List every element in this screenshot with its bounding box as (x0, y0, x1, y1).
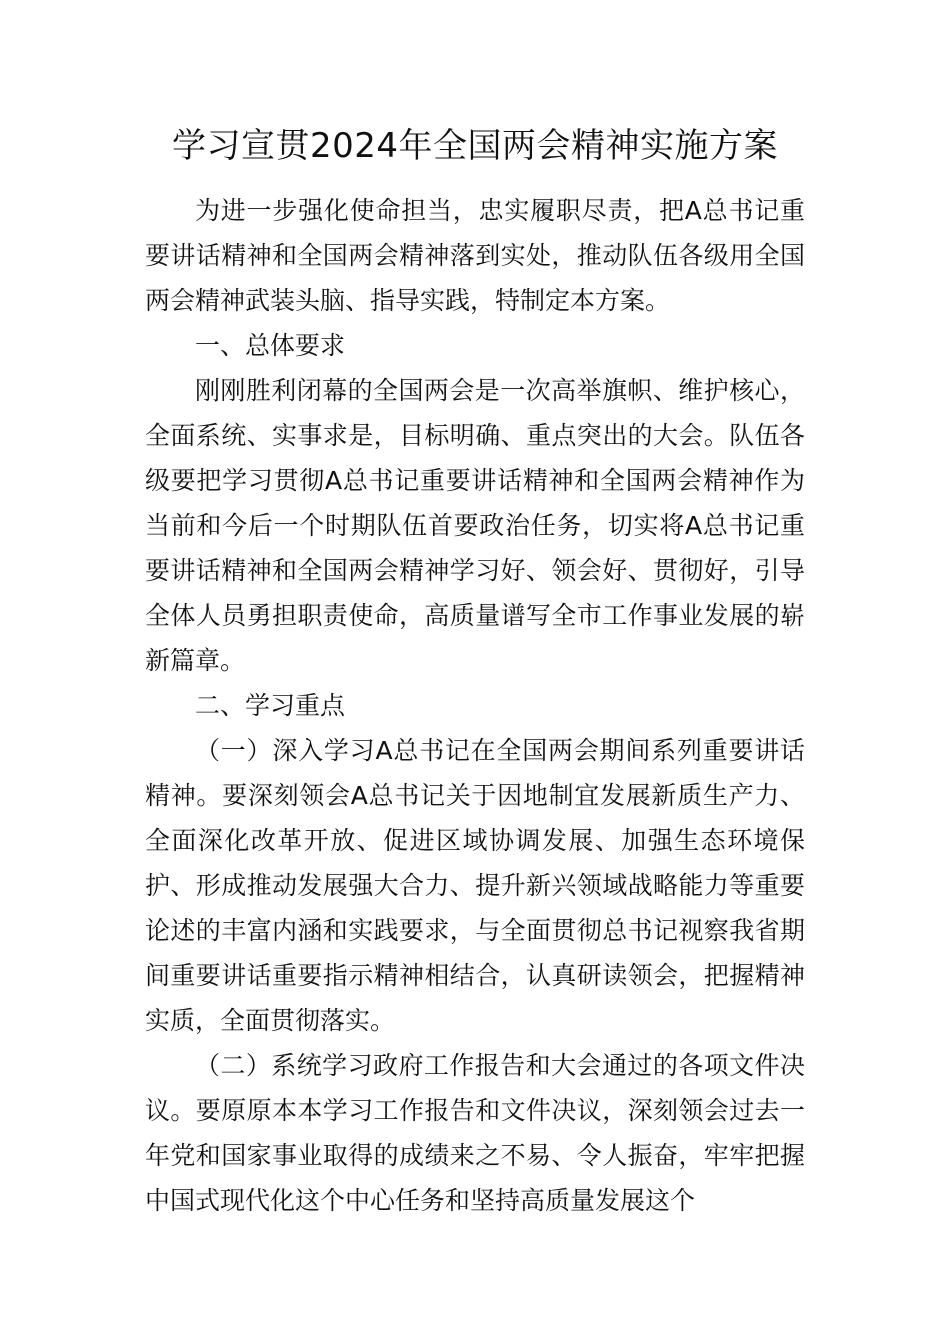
study-focus-item-2: （二）系统学习政府工作报告和大会通过的各项文件决议。要原原本本学习工作报告和文件决议，深刻领会过去一年党和国家事业取得的成绩来之不易、令人振奋，牢牢把握中国式现代化这个中心任务和坚持高质量发展这个 (145, 1051, 805, 1215)
section-heading-study-focus: 二、学习重点 (195, 691, 346, 720)
intro-paragraph: 为进一步强化使命担当，忠实履职尽责，把A总书记重要讲话精神和全国两会精神落到实处，推动队伍各级用全国两会精神武装头脑、指导实践，特制定本方案。 (145, 196, 805, 315)
general-requirements-paragraph: 刚刚胜利闭幕的全国两会是一次高举旗帜、维护核心，全面系统、实事求是，目标明确、重点突出的大会。队伍各级要把学习贯彻A总书记重要讲话精神和全国两会精神作为当前和今后一个时期队伍首要政治任务，切实将A总书记重要讲话精神和全国两会精神学习好、领会好、贯彻好，引导全体人员勇担职责使命，高质量谱写全市工作事业发展的崭新篇章。 (145, 376, 805, 675)
document-title: 学习宣贯2024年全国两会精神实施方案 (171, 126, 779, 166)
study-focus-item-1: （一）深入学习A总书记在全国两会期间系列重要讲话精神。要深刻领会A总书记关于因地制宜发展新质生产力、全面深化改革开放、促进区域协调发展、加强生态环境保护、形成推动发展强大合力、提升新兴领域战略能力等重要论述的丰富内涵和实践要求，与全面贯彻总书记视察我省期间重要讲话重要指示精神相结合，认真研读领会，把握精神实质，全面贯彻落实。 (145, 736, 805, 1035)
section-heading-general-requirements: 一、总体要求 (195, 331, 346, 360)
document-body (145, 188, 805, 1223)
